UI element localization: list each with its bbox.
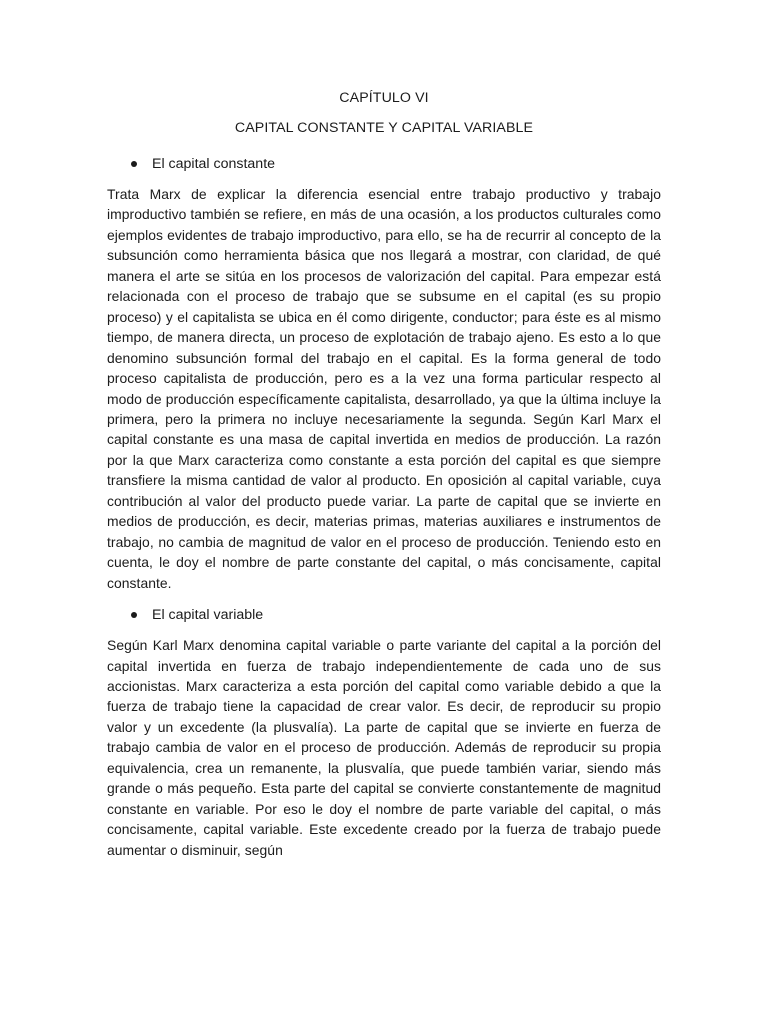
document-body <box>107 88 661 872</box>
bullet-icon <box>131 161 137 167</box>
section-heading-capital-constante <box>107 154 661 174</box>
section-heading-label: El capital variable <box>152 607 264 624</box>
section-paragraph-capital-variable: Según Karl Marx denomina capital variable o parte variante del capital a la porción del capital invertida en fuerza de trabajo independientemente de cada uno de sus accionistas. Marx caracteriza a esta porción del capital como variable debido a que la fuerza de trabajo tiene la capacidad de crear valor. Es decir, de reproducir su propio valor y un excedente (la plusvalía). La parte de capital que se invierte en fuerza de trabajo cambia de valor en el proceso de producción. Además de reproducir su propia equivalencia, crea un remanente, la plusvalía, que puede también variar, siendo más grande o más pequeño. Esta parte del capital se convierte constantemente de magnitud constante en variable. Por eso le doy el nombre de parte variable del capital, o más concisamente, capital variable. Este excedente creado por la fuerza de trabajo puede aumentar o disminuir, según <box>107 637 661 858</box>
section-heading-label: El capital constante <box>152 156 276 172</box>
bullet-icon <box>131 612 137 618</box>
section-paragraph-capital-constante: Trata Marx de explicar la diferencia esencial entre trabajo productivo y trabajo improductivo también se refiere, en más de una ocasión, a los productos culturales como ejemplos evidentes de trabajo improductivo, para ello, se ha de recurrir al concepto de la subsunción como herramienta básica que nos llegará a mostrar, con claridad, de qué manera el arte se sitúa en los procesos de valorización del capital. Para empezar está relacionada con el proceso de trabajo que se subsume en el capital (es su propio proceso) y el capitalista se ubica en él como dirigente, conductor; para éste es al mismo tiempo, de manera directa, un proceso de explotación de trabajo ajeno. Es esto a lo que denomino subsunción formal del trabajo en el capital. Es la forma general de todo proceso capitalista de producción, pero es a la vez una forma particular respecto al modo de producción específicamente capitalista, desarrollado, ya que la última incluye la primera, pero la primera no incluye necesariamente la segunda. Según Karl Marx el capital constante es una masa de capital invertida en medios de producción. La razón por la que Marx caracteriza como constante a esta porción del capital es que siempre transfiere la misma cantidad de valor al producto. En oposición al capital variable, cuya contribución al valor del producto puede variar. La parte de capital que se invierte en medios de producción, es decir, materias primas, materias auxiliares e instrumentos de trabajo, no cambia de magnitud de valor en el proceso de producción. Teniendo esto en cuenta, le doy el nombre de parte constante del capital, o más concisamente, capital constante. <box>107 186 661 591</box>
chapter-title: CAPITAL CONSTANTE Y CAPITAL VARIABLE <box>234 120 534 136</box>
section-heading-capital-variable <box>107 605 661 625</box>
chapter-number: CAPÍTULO VI <box>339 90 429 106</box>
